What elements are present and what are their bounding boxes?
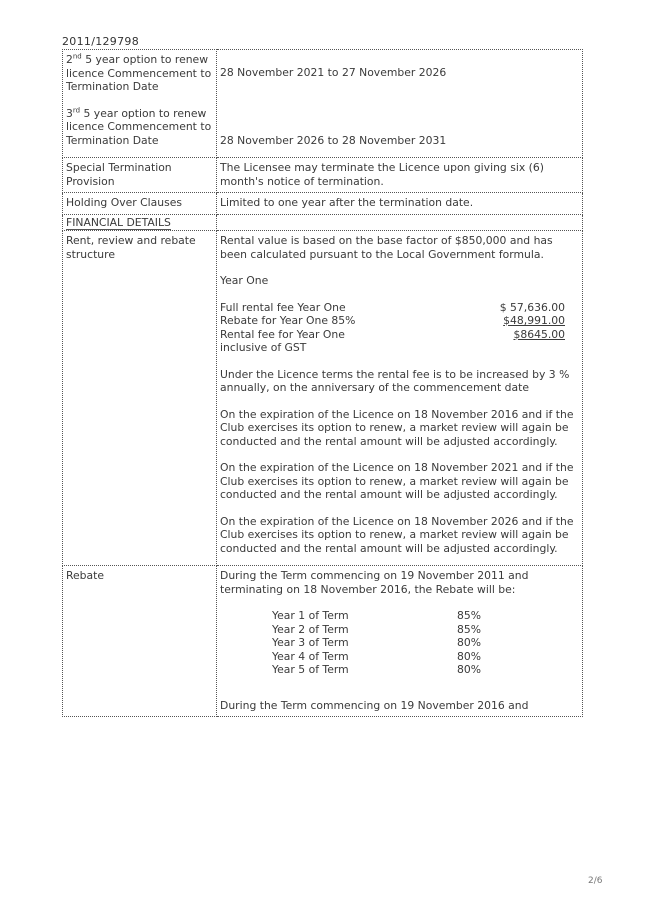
table-row	[63, 50, 583, 158]
expiry-2016-text: On the expiration of the Licence on 18 November 2016 and if the Club exercises its option to renew, a market review will again be conducted and the rental amount will be adjusted accordingly.	[220, 407, 574, 448]
rebate-intro: During the Term commencing on 19 November 2011 and terminating on 18 November 2016, the Rebate will be:	[220, 569, 529, 596]
option2-label	[66, 53, 213, 94]
rebate-next-term: During the Term commencing on 19 November 2016 and	[220, 698, 529, 712]
special-termination-label: Special Termination Provision	[63, 158, 217, 193]
spacer	[220, 80, 579, 134]
rebate-year: Year 5 of Term	[272, 663, 349, 676]
rent-intro: Rental value is based on the base factor of $850,000 and has been calculated pursuant to the Local Government formula.	[220, 234, 553, 261]
rebate-year: Year 3 of Term	[272, 636, 349, 649]
holding-over-label: Holding Over Clauses	[63, 193, 217, 215]
licence-details-table	[62, 49, 583, 717]
fee-amount-text: $8645.00	[513, 327, 565, 341]
spacer	[220, 261, 579, 274]
financial-details-header: FINANCIAL DETAILS	[66, 215, 171, 229]
holding-over-value: Limited to one year after the termination date.	[217, 193, 583, 215]
fee-amount	[446, 341, 579, 355]
table-row	[63, 193, 583, 215]
option3-label-text: 5 year option to renew licence Commencement to Termination Date	[66, 106, 212, 147]
spacer	[220, 395, 579, 408]
special-termination-value: The Licensee may terminate the Licence upon giving six (6) month's notice of termination.	[217, 158, 583, 193]
rebate-label: Rebate	[63, 566, 217, 717]
spacer	[220, 677, 579, 699]
fee-amount-text: $48,991.00	[503, 314, 565, 327]
financial-details-header-cell	[63, 214, 217, 231]
spacer	[220, 355, 579, 368]
fee-row	[220, 328, 579, 342]
spacer	[220, 53, 579, 66]
spacer	[220, 288, 579, 301]
rebate-year: Year 4 of Term	[272, 649, 349, 663]
rent-label: Rent, review and rebate structure	[63, 231, 217, 566]
document-reference: 2011/129798	[62, 35, 139, 48]
table-row	[63, 214, 583, 231]
year-one-heading: Year One	[220, 274, 269, 287]
option3-label-number: 3	[66, 106, 73, 120]
table-row	[63, 231, 583, 566]
rebate-row	[272, 609, 481, 623]
rebate-row	[272, 636, 481, 650]
rebate-year: Year 2 of Term	[272, 622, 349, 636]
fee-amount	[446, 314, 579, 328]
rent-increase-text: Under the Licence terms the rental fee is to be increased by 3 % annually, on the anniversary of the commencement date	[220, 367, 570, 394]
option2-label-text: 5 year option to renew licence Commencement to Termination Date	[66, 53, 212, 93]
option-label-cell	[63, 50, 217, 158]
option2-label-sup: nd	[72, 52, 82, 61]
expiry-2026-text: On the expiration of the Licence on 18 November 2026 and if the Club exercises its option to renew, a market review will again be conducted and the rental amount will be adjusted accordingly.	[220, 514, 574, 555]
expiry-2021-text: On the expiration of the Licence on 18 November 2021 and if the Club exercises its option to renew, a market review will again be conducted and the rental amount will be adjusted accordingly.	[220, 461, 574, 501]
fee-row	[220, 341, 579, 355]
option2-label-number: 2	[66, 53, 73, 66]
fee-amount: $ 57,636.00	[499, 300, 565, 314]
rent-value-cell	[217, 231, 583, 566]
rebate-percent: 80%	[457, 663, 481, 676]
fee-label: Rental fee for Year One	[220, 327, 345, 341]
fee-label: Full rental fee Year One	[220, 300, 346, 314]
page-number: 2/6	[588, 876, 603, 886]
spacer	[220, 502, 579, 515]
fee-row	[220, 301, 579, 315]
table-row	[63, 566, 583, 717]
spacer	[220, 596, 579, 609]
rebate-percent: 80%	[457, 636, 481, 649]
spacer	[220, 448, 579, 461]
option3-label	[66, 107, 213, 148]
rebate-value-cell	[217, 566, 583, 717]
spacer	[220, 555, 579, 561]
option3-label-sup: rd	[72, 105, 81, 114]
fee-label: Rebate for Year One 85%	[220, 314, 356, 327]
rebate-percent: 80%	[457, 649, 481, 663]
empty-cell	[217, 214, 583, 231]
fee-row	[220, 314, 579, 328]
rebate-row	[272, 623, 481, 637]
rebate-percent: 85%	[457, 609, 481, 622]
rebate-schedule	[272, 609, 481, 677]
rebate-percent: 85%	[457, 622, 481, 636]
rebate-row	[272, 650, 481, 664]
option3-value: 28 November 2026 to 28 November 2031	[220, 133, 447, 147]
rebate-year: Year 1 of Term	[272, 609, 349, 622]
option-value-cell	[217, 50, 583, 158]
table-row	[63, 158, 583, 193]
fee-amount	[446, 328, 579, 342]
option2-value: 28 November 2021 to 27 November 2026	[220, 66, 447, 79]
fee-label: inclusive of GST	[220, 341, 307, 354]
fee-table	[220, 301, 579, 355]
spacer	[66, 94, 213, 107]
rebate-row	[272, 663, 481, 677]
spacer	[220, 147, 579, 153]
